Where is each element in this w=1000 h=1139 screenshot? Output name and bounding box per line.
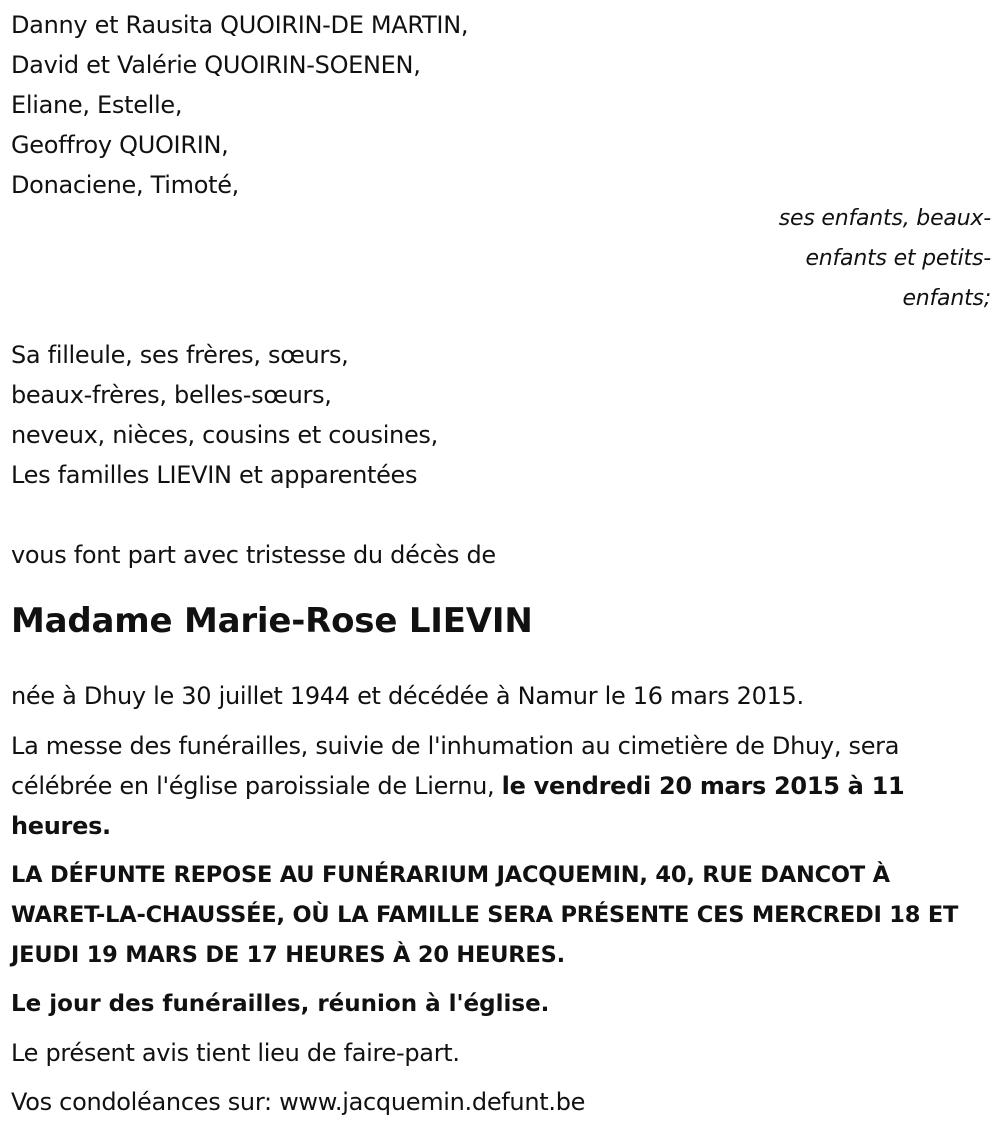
deceased-name: Madame Marie-Rose LIEVIN	[11, 601, 533, 641]
family-line: beaux-frères, belles-sœurs,	[11, 381, 332, 409]
family-line: Eliane, Estelle,	[11, 91, 183, 119]
family-line: David et Valérie QUOIRIN-SOENEN,	[11, 51, 421, 79]
family-list-children	[11, 5, 991, 205]
relation-caption	[11, 199, 991, 319]
obituary-notice	[11, 5, 991, 1122]
family-line: Geoffroy QUOIRIN,	[11, 131, 229, 159]
relation-line: enfants;	[902, 286, 991, 311]
visitation-info: LA DÉFUNTE REPOSE AU FUNÉRARIUM JACQUEMIN, 40, RUE DANCOT À WARET-LA-CHAUSSÉE, OÙ LA FAMILLE SERA PRÉSENTE CES MERCREDI 18 ET JEUDI 19 MARS DE 17 HEURES À 20 HEURES.	[11, 862, 959, 968]
mass-text: La messe des funérailles, suivie de l'inhumation au cimetière de Dhuy, sera célébrée en l'église paroissiale de Liernu,	[11, 732, 900, 800]
family-line: Danny et Rausita QUOIRIN-DE MARTIN,	[11, 11, 469, 39]
relation-line: enfants et petits-	[805, 246, 991, 271]
family-line: Donaciene, Timoté,	[11, 171, 240, 199]
mass-date: le vendredi 20 mars 2015 à 11 heures.	[11, 772, 905, 840]
relation-line: ses enfants, beaux-	[778, 206, 991, 231]
birth-death-dates: née à Dhuy le 30 juillet 1944 et décédée à Namur le 16 mars 2015.	[11, 682, 804, 710]
family-line: Sa filleule, ses frères, sœurs,	[11, 341, 349, 369]
announcement-intro: vous font part avec tristesse du décès de	[11, 541, 496, 569]
gathering-info: Le jour des funérailles, réunion à l'église.	[11, 991, 550, 1017]
family-list-relatives	[11, 335, 991, 495]
family-line: Les familles LIEVIN et apparentées	[11, 461, 418, 489]
notice-text: Le présent avis tient lieu de faire-part.	[11, 1039, 460, 1067]
funeral-mass-info	[11, 726, 991, 846]
condolences-text: Vos condoléances sur: www.jacquemin.defunt.be	[11, 1088, 586, 1116]
family-line: neveux, nièces, cousins et cousines,	[11, 421, 438, 449]
